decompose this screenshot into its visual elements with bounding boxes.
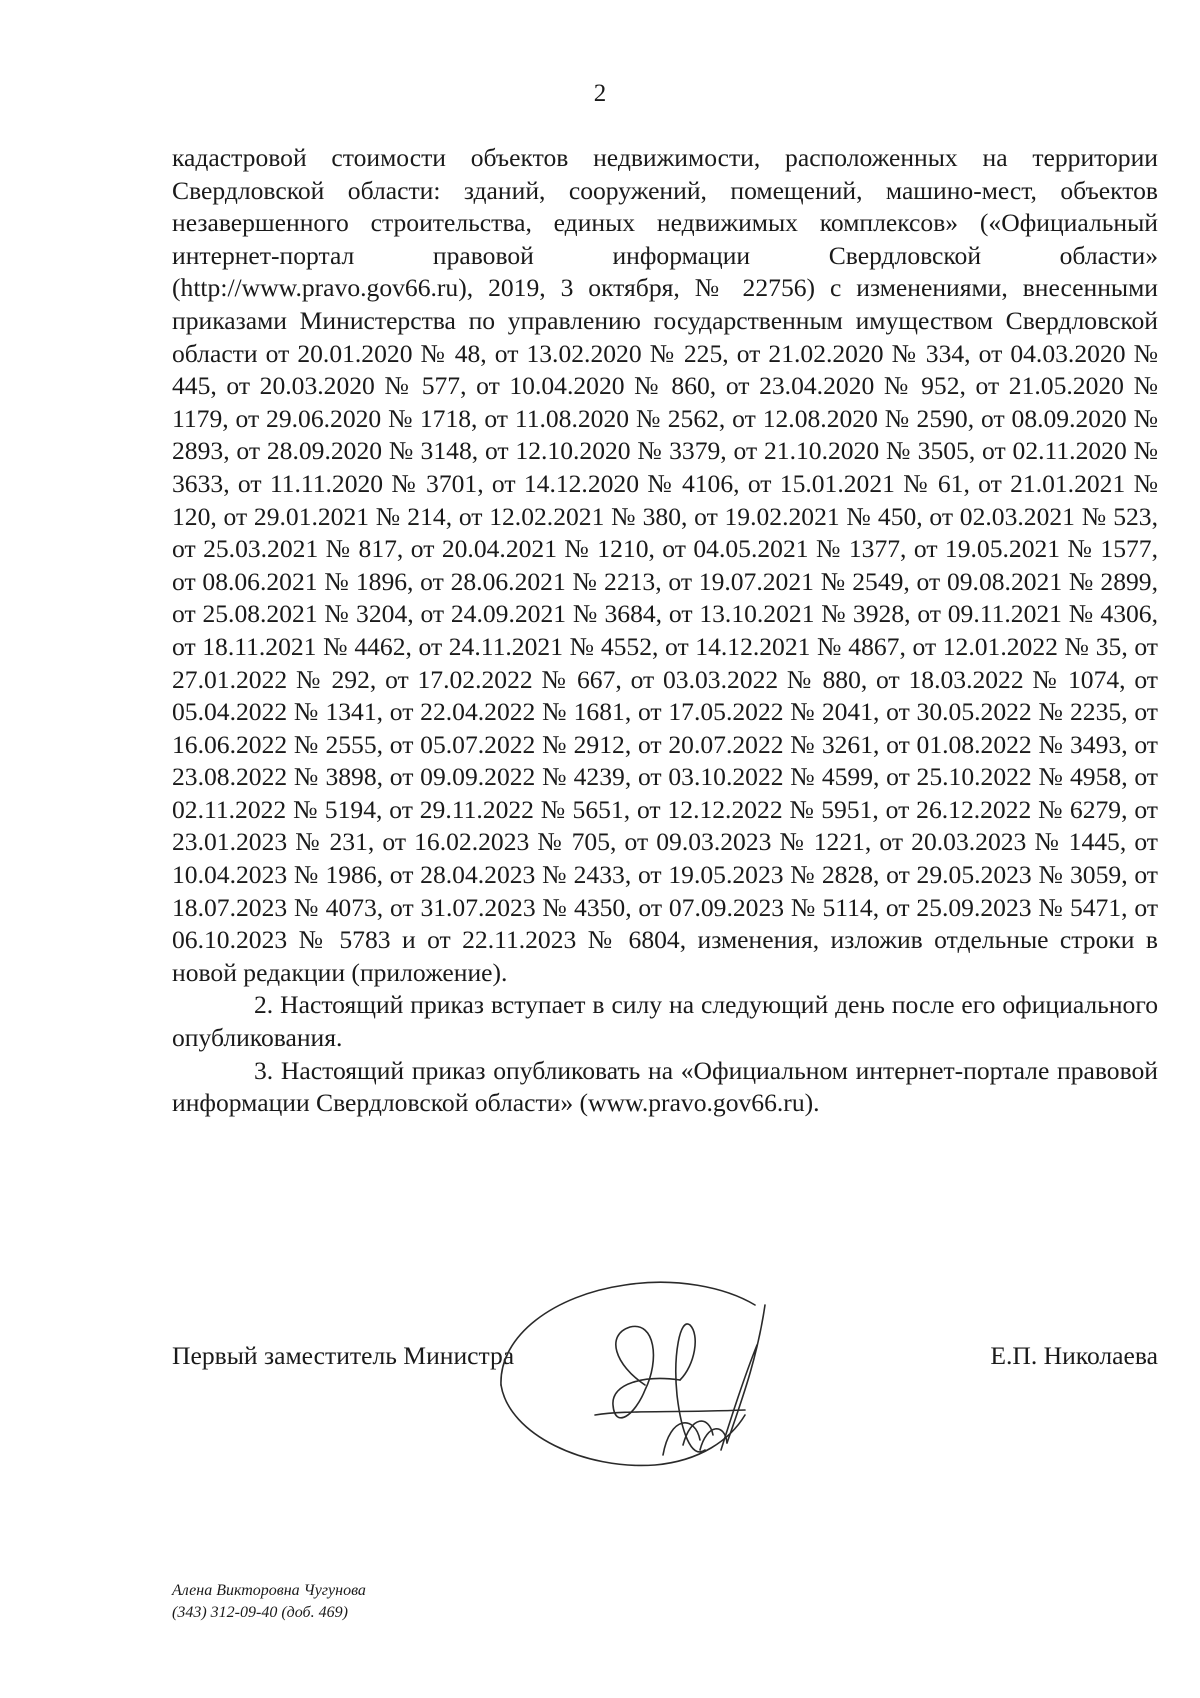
executor-name: Алена Викторовна Чугунова [172, 1582, 366, 1599]
executor-phone: (343) 312-09-40 (доб. 469) [172, 1604, 348, 1621]
paragraph-3: 3. Настоящий приказ опубликовать на «Официальном интернет-портале правовой информации Свердловской области» (www.pravo.gov66.ru). [172, 1055, 1158, 1118]
document-body [172, 142, 1158, 1120]
paragraph-2: 2. Настоящий приказ вступает в силу на следующий день после его официального опубликования. [172, 990, 1158, 1053]
page-number: 2 [593, 80, 607, 107]
paragraph-continuation: кадастровой стоимости объектов недвижимости, расположенных на территории Свердловской области: зданий, сооружений, помещений, машино-мест, объектов незавершенного строительства, единых недвижимых комплексов» («Официальный интернет-портал правовой информации Свердловской области» (http://www.pravo.gov66.ru), 2019, 3 октября, № 22756) с изменениями, внесенными приказами Министерства по управлению государственным имуществом Свердловской области от 20.01.2020 № 48, от 13.02.2020 № 225, от 21.02.2020 № 334, от 04.03.2020 № 445, от 20.03.2020 № 577, от 10.04.2020 № 860, от 23.04.2020 № 952, от 21.05.2020 № 1179, от 29.06.2020 № 1718, от 11.08.2020 № 2562, от 12.08.2020 № 2590, от 08.09.2020 № 2893, от 28.09.2020 № 3148, от 12.10.2020 № 3379, от 21.10.2020 № 3505, от 02.11.2020 № 3633, от 11.11.2020 № 3701, от 14.12.2020 № 4106, от 15.01.2021 № 61, от 21.01.2021 № 120, от 29.01.2021 № 214, от 12.02.2021 № 380, от 19.02.2021 № 450, от 02.03.2021 № 523, от 25.03.2021 № 817, от 20.04.2021 № 1210, от 04.05.2021 № 1377, от 19.05.2021 № 1577, от 08.06.2021 № 1896, от 28.06.2021 № 2213, от 19.07.2021 № 2549, от 09.08.2021 № 2899, от 25.08.2021 № 3204, от 24.09.2021 № 3684, от 13.10.2021 № 3928, от 09.11.2021 № 4306, от 18.11.2021 № 4462, от 24.11.2021 № 4552, от 14.12.2021 № 4867, от 12.01.2022 № 35, от 27.01.2022 № 292, от 17.02.2022 № 667, от 03.03.2022 № 880, от 18.03.2022 № 1074, от 05.04.2022 № 1341, от 22.04.2022 № 1681, от 17.05.2022 № 2041, от 30.05.2022 № 2235, от 16.06.2022 № 2555, от 05.07.2022 № 2912, от 20.07.2022 № 3261, от 01.08.2022 № 3493, от 23.08.2022 № 3898, от 09.09.2022 № 4239, от 03.10.2022 № 4599, от 25.10.2022 № 4958, от 02.11.2022 № 5194, от 29.11.2022 № 5651, от 12.12.2022 № 5951, от 26.12.2022 № 6279, от 23.01.2023 № 231, от 16.02.2023 № 705, от 09.03.2023 № 1221, от 20.03.2023 № 1445, от 10.04.2023 № 1986, от 28.04.2023 № 2433, от 19.05.2023 № 2828, от 29.05.2023 № 3059, от 18.07.2023 № 4073, от 31.07.2023 № 4350, от 07.09.2023 № 5114, от 25.09.2023 № 5471, от 06.10.2023 № 5783 и от 22.11.2023 № 6804, изменения, изложив отдельные строки в новой редакции (приложение). [172, 143, 1158, 987]
footer-executor-info [172, 1580, 366, 1624]
signatory-position: Первый заместитель Министра [172, 1341, 515, 1370]
signatory-name: Е.П. Николаева [990, 1341, 1158, 1370]
handwritten-signature [495, 1265, 785, 1480]
